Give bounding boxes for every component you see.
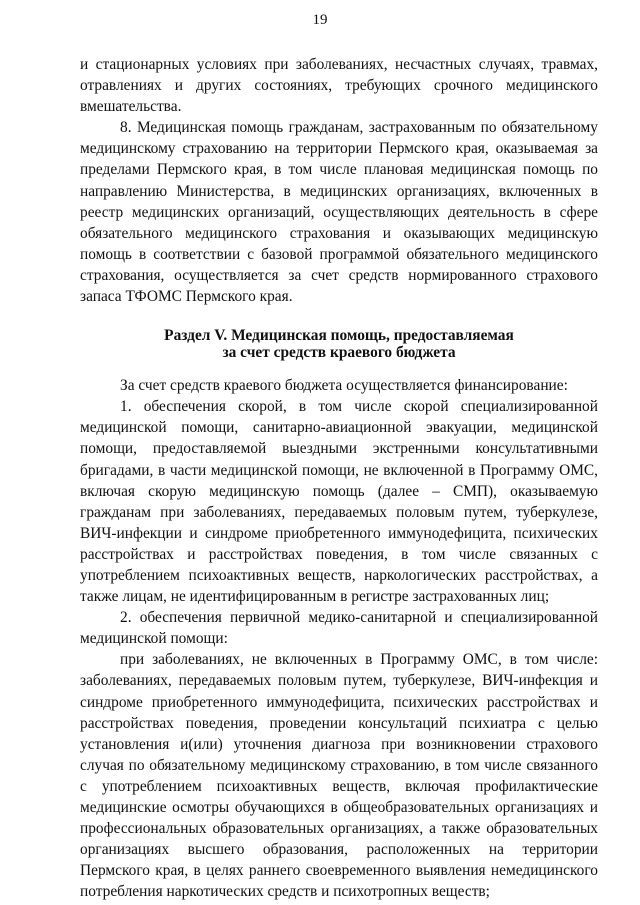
paragraph-item-1: 1. обеспечения скорой, в том числе скорой специализированной медицинской помощи, санитарно-авиационной эвакуации, медицинской помощи, предоставляемой выездными экстренными консультативными бригадами, в части медицинской помощи, не включенной в Программу ОМС, включая скорую медицинскую помощь (далее – СМП), оказываемую гражданам при заболеваниях, передаваемых половым путем, туберкулезе, ВИЧ-инфекции и синдроме приобретенного иммунодефицита, психических расстройствах и расстройствах поведения, в том числе связанных с употреблением психоактивных веществ, наркологических расстройствах, а также лицам, не идентифицированным в регистре застрахованных лиц; [80,398,598,606]
document-body [80,54,598,902]
section-title-line-1: Раздел V. Медицинская помощь, предоставляемая [164,327,514,345]
paragraph-intro: За счет средств краевого бюджета осуществляется финансирование: [120,377,568,395]
page-number: 19 [312,12,328,28]
paragraph-continuation: и стационарных условиях при заболеваниях, несчастных случаях, травмах, отравлениях и других состояниях, требующих срочного медицинского вмешательства. [80,56,598,116]
paragraph-item-2: 2. обеспечения первичной медико-санитарной и специализированной медицинской помощи: [80,609,598,648]
paragraph-item-2-detail: при заболеваниях, не включенных в Программу ОМС, в том числе: заболеваниях, передаваемых половым путем, туберкулезе, ВИЧ-инфекция и синдроме приобретенного иммунодефицита, психических расстройствах и расстройствах поведения, проведении консультаций психиатра с целью установления и(или) уточнения диагноза при возникновении страхового случая по обязательному медицинскому страхованию, в том числе связанного с употреблением психоактивных веществ, включая профилактические медицинские осмотры обучающихся в общеобразовательных организациях и профессиональных образовательных организациях, а также образовательных организациях высшего образования, расположенных на территории Пермского края, в целях раннего своевременного выявления немедицинского потребления наркотических средств и психотропных веществ; [80,651,598,901]
paragraph-item-8: 8. Медицинская помощь гражданам, застрахованным по обязательному медицинскому страхованию на территории Пермского края, оказываемая за пределами Пермского края, в том числе плановая медицинская помощь по направлению Министерства, в медицинских организациях, включенных в реестр медицинских организаций, осуществляющих деятельность в сфере обязательного медицинского страхования и оказывающих медицинскую помощь в соответствии с базовой программой обязательного медицинского страхования, осуществляется за счет средств нормированного страхового запаса ТФОМС Пермского края. [80,119,598,306]
section-heading [80,327,598,361]
section-title-line-2: за счет средств краевого бюджета [222,344,456,362]
